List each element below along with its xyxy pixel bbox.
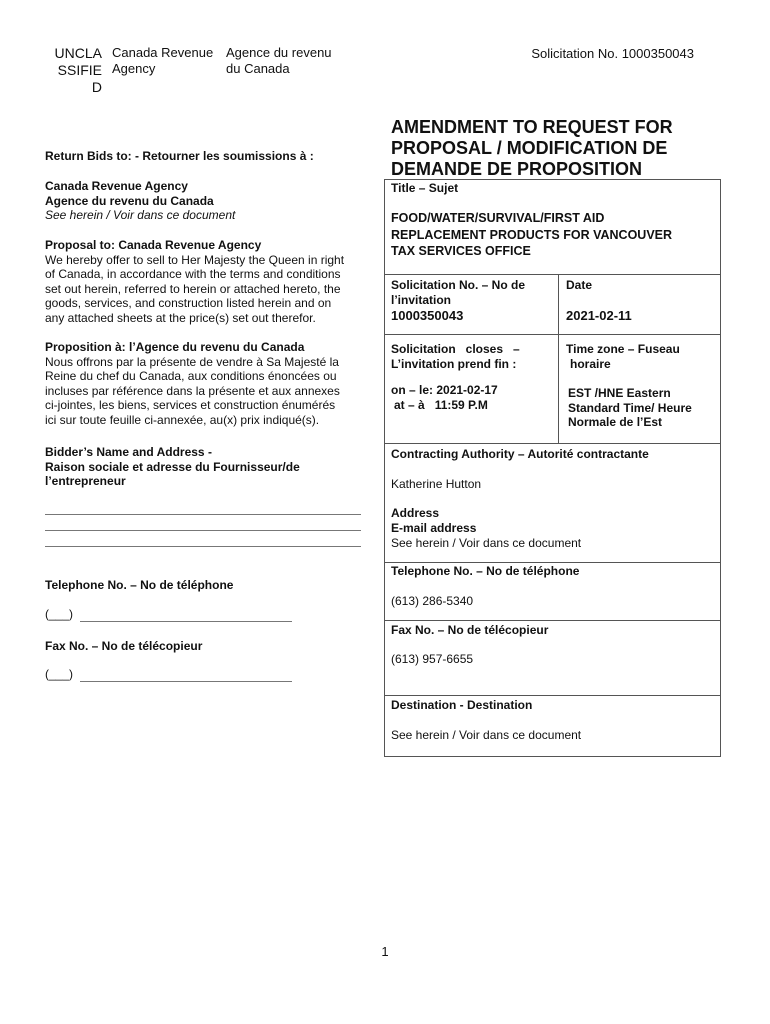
time-zone-value-line: EST /HNE Eastern — [568, 386, 671, 400]
proposal-text-line: We hereby offer to sell to Her Majesty the Queen in right — [45, 252, 345, 267]
proposition-text-line: Reine du chef du Canada, aux conditions énoncées ou — [45, 369, 337, 384]
address-label: Address — [391, 506, 440, 520]
time-zone-value — [568, 386, 718, 430]
header-solicitation-number: Solicitation No. 1000350043 — [531, 46, 694, 61]
time-zone-value-line: Normale de l’Est — [568, 415, 663, 430]
solicitation-closes-label — [391, 342, 553, 371]
classification-line: SSIFIE — [57, 62, 102, 78]
bidder-fax-label: Fax No. – No de télécopieur — [45, 639, 203, 653]
time-zone-label-line: Time zone – Fuseau — [566, 342, 680, 356]
classification-line: D — [91, 79, 102, 95]
title-value-line: FOOD/WATER/SURVIVAL/FIRST AID — [391, 211, 605, 225]
proposition-text-line: ici sur toute feuille ci-annexée, au(x) prix indiqué(s). — [45, 412, 320, 427]
address-value: See herein / Voir dans ce document — [391, 536, 582, 550]
bidder-label-line: Bidder’s Name and Address - — [45, 445, 212, 459]
bidder-name-address-label — [45, 445, 365, 489]
proposal-text-line: any attached sheets at the price(s) set out therefor. — [45, 310, 316, 325]
date-value: 2021-02-11 — [566, 308, 632, 323]
authority-fax-value: (613) 957-6655 — [391, 652, 474, 666]
divider — [384, 620, 721, 621]
proposal-text-line: set out herein, referred to herein or attached hereto, the — [45, 281, 341, 296]
agency-name-en-line: Canada Revenue — [112, 45, 214, 60]
destination-label: Destination - Destination — [391, 698, 533, 712]
title-value-line: TAX SERVICES OFFICE — [391, 244, 531, 258]
document-title-line: AMENDMENT TO REQUEST FOR — [391, 117, 673, 137]
bidder-address-line-1[interactable] — [45, 514, 361, 515]
bidder-telephone-field[interactable] — [80, 621, 292, 622]
bidder-fax-field[interactable] — [80, 681, 292, 682]
agency-name-fr — [226, 45, 346, 77]
return-agency-en: Canada Revenue Agency — [45, 179, 188, 193]
proposal-text-line: goods, services, and construction listed herein and on — [45, 296, 332, 311]
contracting-authority-label: Contracting Authority – Autorité contractante — [391, 447, 649, 461]
time-zone-label — [566, 342, 716, 371]
return-bids-label: Return Bids to: - Retourner les soumissions à : — [45, 149, 314, 163]
closes-label-line: L’invitation prend fin : — [391, 356, 517, 371]
return-address-block — [45, 179, 365, 223]
classification-label — [48, 45, 102, 96]
proposition-text-line: ci-jointes, les biens, services et construction énumérés — [45, 398, 336, 413]
authority-fax-label: Fax No. – No de télécopieur — [391, 623, 549, 637]
proposal-text-line: of Canada, in accordance with the terms and conditions — [45, 267, 341, 282]
divider — [384, 695, 721, 696]
time-zone-value-line: Standard Time/ Heure — [568, 400, 692, 415]
closes-at-time: at – à 11:59 P.M — [394, 398, 488, 412]
divider — [384, 334, 721, 335]
document-title — [391, 117, 721, 180]
proposition-text-line: incluses par référence dans la présente et aux annexes — [45, 383, 340, 398]
classification-line: UNCLA — [54, 45, 102, 61]
title-value-line: REPLACEMENT PRODUCTS FOR VANCOUVER — [391, 227, 673, 242]
agency-name-fr-line: Agence du revenu — [226, 45, 332, 60]
divider — [384, 562, 721, 563]
document-title-line: DEMANDE DE PROPOSITION — [391, 159, 643, 179]
return-see-herein: See herein / Voir dans ce document — [45, 208, 236, 223]
date-label: Date — [566, 278, 593, 292]
divider — [384, 274, 721, 275]
agency-name-fr-line: du Canada — [226, 61, 290, 76]
email-address-label: E-mail address — [391, 521, 477, 535]
solicitation-number-value: 1000350043 — [391, 308, 464, 323]
solicitation-info-box — [384, 179, 721, 757]
bidder-address-line-2[interactable] — [45, 530, 361, 531]
bidder-label-line: Raison sociale et adresse du Fournisseur/de — [45, 459, 300, 474]
closes-label-line: Solicitation closes – — [391, 342, 520, 356]
proposition-heading: Proposition à: l’Agence du revenu du Canada — [45, 340, 305, 354]
return-agency-fr: Agence du revenu du Canada — [45, 193, 214, 208]
time-zone-label-line: horaire — [570, 356, 611, 371]
solicitation-number-label-line: Solicitation No. – No de — [391, 278, 526, 292]
bidder-telephone-label: Telephone No. – No de téléphone — [45, 578, 234, 592]
closes-on-date: on – le: 2021-02-17 — [391, 383, 498, 397]
bidder-fax-prefix: (___) — [45, 667, 74, 681]
proposal-block — [45, 238, 365, 326]
destination-value: See herein / Voir dans ce document — [391, 728, 582, 742]
agency-name-en-line: Agency — [112, 61, 156, 76]
divider — [384, 443, 721, 444]
agency-name-en — [112, 45, 220, 77]
page-number: 1 — [381, 944, 389, 959]
authority-telephone-value: (613) 286-5340 — [391, 594, 474, 608]
bidder-telephone-prefix: (___) — [45, 607, 74, 621]
solicitation-number-label-line: l’invitation — [391, 292, 451, 307]
document-title-line: PROPOSAL / MODIFICATION DE — [391, 138, 668, 158]
solicitation-number-label — [391, 278, 553, 307]
proposition-text-line: Nous offrons par la présente de vendre à Sa Majesté la — [45, 354, 339, 369]
proposition-block — [45, 340, 365, 428]
column-divider — [558, 274, 559, 443]
title-label: Title – Sujet — [391, 181, 459, 195]
contracting-authority-name: Katherine Hutton — [391, 477, 482, 491]
authority-telephone-label: Telephone No. – No de téléphone — [391, 564, 580, 578]
bidder-label-line: l’entrepreneur — [45, 474, 126, 489]
title-value — [391, 210, 717, 260]
proposal-heading: Proposal to: Canada Revenue Agency — [45, 238, 262, 252]
bidder-address-line-3[interactable] — [45, 546, 361, 547]
